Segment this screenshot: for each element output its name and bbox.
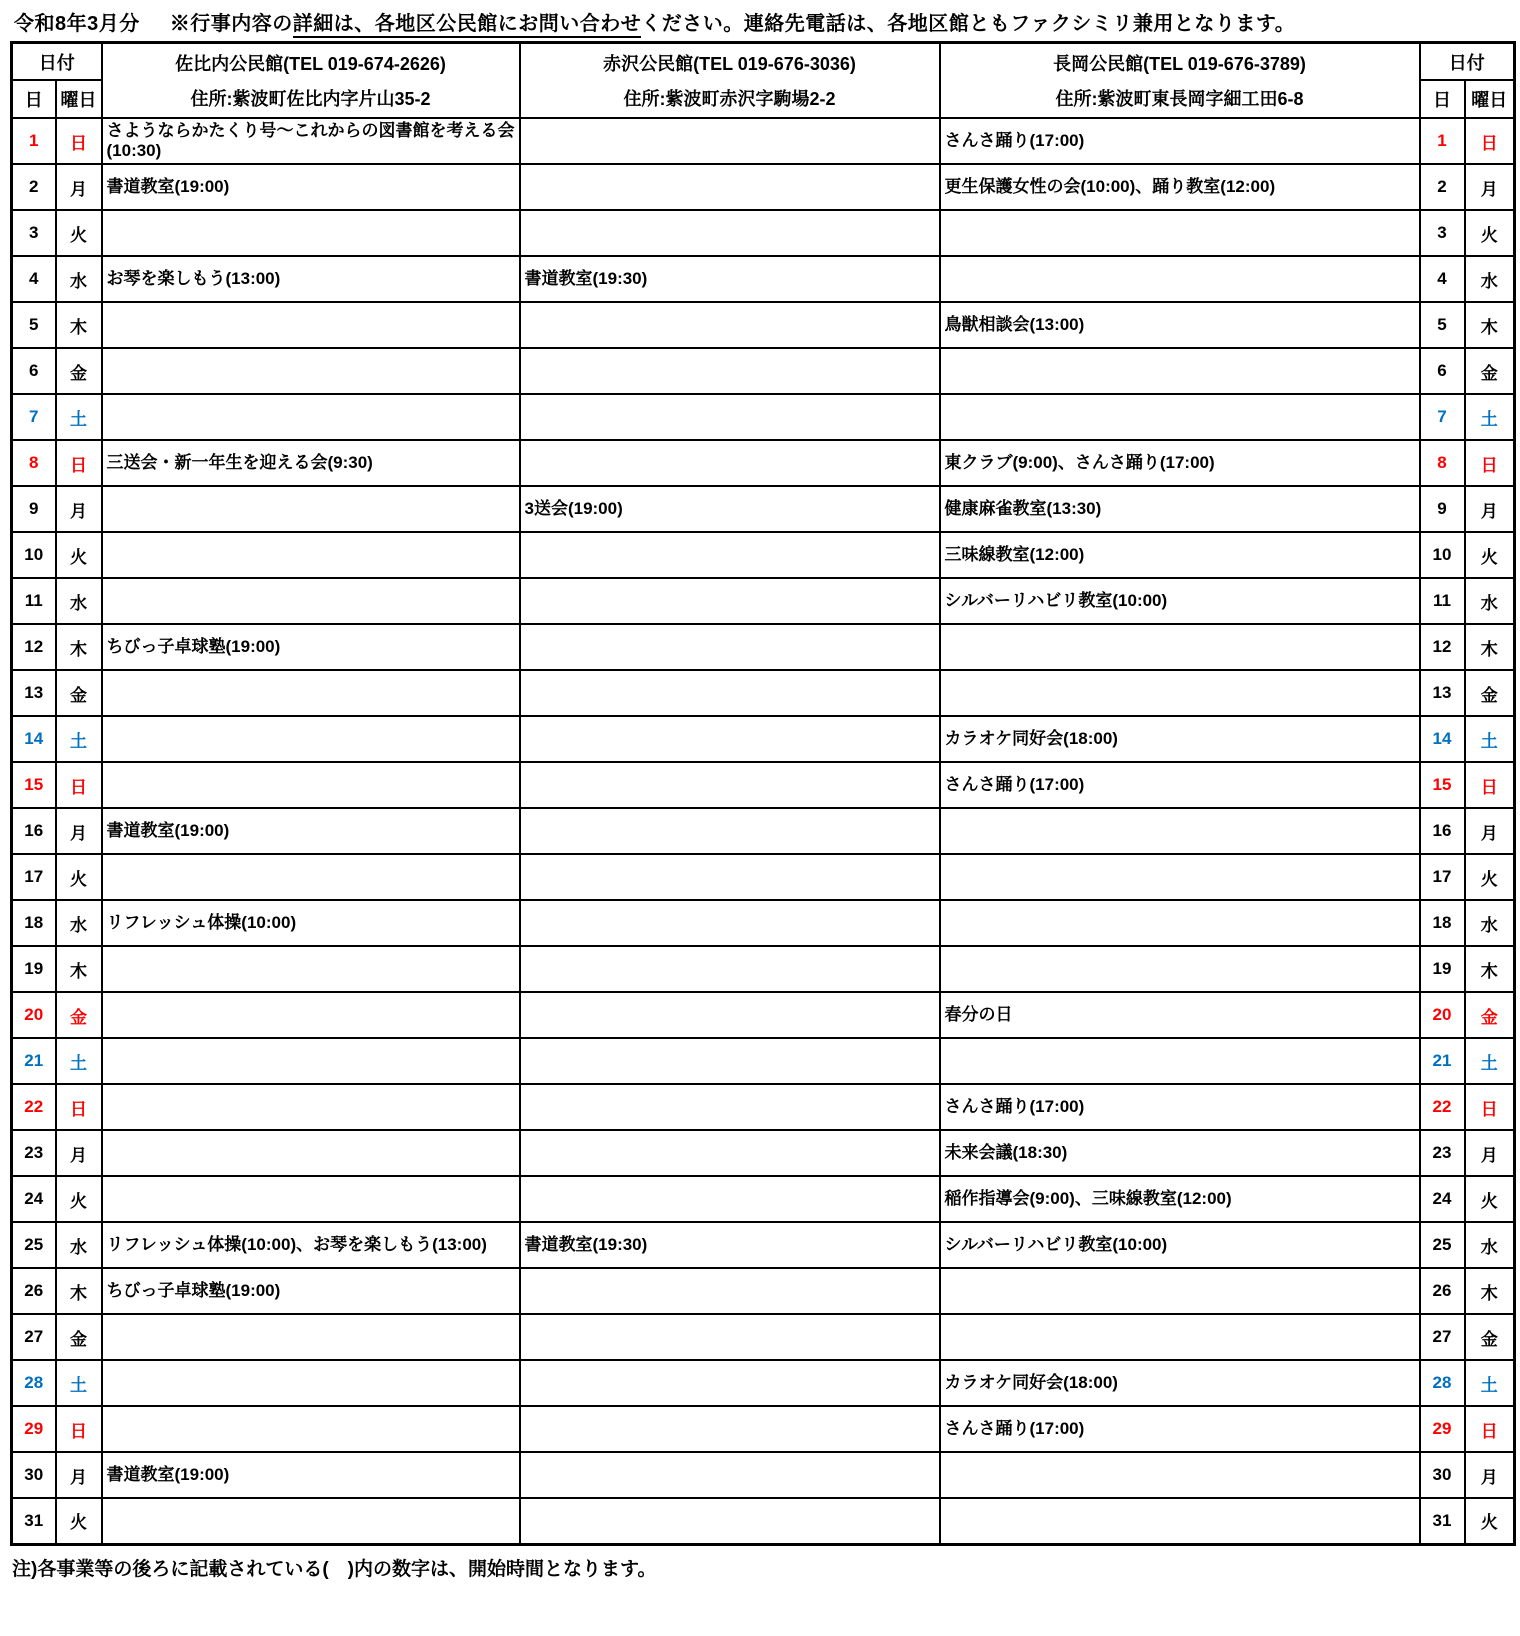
schedule-row [12, 1452, 1515, 1498]
day-cell-right: 15 [1420, 762, 1465, 808]
weekday-cell-right: 土 [1465, 1360, 1515, 1406]
event-cell-akasawa [520, 1452, 940, 1498]
schedule-row [12, 256, 1515, 302]
weekday-cell-right: 火 [1465, 532, 1515, 578]
event-cell-sabinai: さようならかたくり号～これからの図書館を考える会(10:30) [102, 118, 520, 164]
event-cell-nagaoka [940, 210, 1420, 256]
event-cell-nagaoka: 春分の日 [940, 992, 1420, 1038]
weekday-cell-right: 日 [1465, 118, 1515, 164]
event-cell-akasawa [520, 118, 940, 164]
weekday-cell-right: 日 [1465, 1084, 1515, 1130]
day-cell-right: 9 [1420, 486, 1465, 532]
weekday-cell-left: 金 [56, 1314, 102, 1360]
schedule-row [12, 762, 1515, 808]
weekday-cell-left: 火 [56, 532, 102, 578]
notice-underlined: 詳細は、各地区公民館にお問い合わせ [293, 13, 642, 38]
day-cell-left: 14 [12, 716, 56, 762]
weekday-cell-right: 水 [1465, 1222, 1515, 1268]
weekday-cell-left: 日 [56, 1084, 102, 1130]
weekday-cell-right: 日 [1465, 440, 1515, 486]
schedule-row [12, 532, 1515, 578]
event-cell-nagaoka [940, 624, 1420, 670]
day-cell-left: 29 [12, 1406, 56, 1452]
event-cell-nagaoka: さんさ踊り(17:00) [940, 762, 1420, 808]
event-cell-sabinai [102, 716, 520, 762]
event-cell-sabinai [102, 762, 520, 808]
event-cell-akasawa [520, 716, 940, 762]
event-cell-nagaoka [940, 348, 1420, 394]
day-cell-right: 18 [1420, 900, 1465, 946]
center-address-akasawa: 住所:紫波町赤沢字駒場2-2 [623, 89, 836, 109]
weekday-cell-right: 金 [1465, 348, 1515, 394]
schedule-row [12, 210, 1515, 256]
weekday-cell-left: 月 [56, 808, 102, 854]
day-cell-right: 16 [1420, 808, 1465, 854]
event-cell-sabinai [102, 210, 520, 256]
event-cell-nagaoka: 未来会議(18:30) [940, 1130, 1420, 1176]
day-cell-left: 20 [12, 992, 56, 1038]
event-cell-sabinai: 書道教室(19:00) [102, 1452, 520, 1498]
event-cell-akasawa [520, 1268, 940, 1314]
day-cell-left: 27 [12, 1314, 56, 1360]
schedule-table [10, 41, 1516, 1546]
schedule-row [12, 670, 1515, 716]
day-cell-left: 15 [12, 762, 56, 808]
event-cell-sabinai [102, 1360, 520, 1406]
weekday-cell-right: 火 [1465, 1176, 1515, 1222]
event-cell-nagaoka [940, 394, 1420, 440]
day-header-left: 日 [12, 80, 56, 118]
weekday-cell-right: 火 [1465, 1498, 1515, 1544]
event-cell-sabinai [102, 1176, 520, 1222]
event-cell-sabinai [102, 670, 520, 716]
weekday-cell-left: 土 [56, 716, 102, 762]
event-cell-nagaoka: さんさ踊り(17:00) [940, 1084, 1420, 1130]
center-name-sabinai: 佐比内公民館(TEL 019-674-2626) [175, 54, 446, 74]
schedule-row [12, 1130, 1515, 1176]
day-cell-right: 7 [1420, 394, 1465, 440]
event-cell-sabinai [102, 348, 520, 394]
weekday-cell-right: 木 [1465, 302, 1515, 348]
notice-suffix: ください。連絡先電話は、各地区館ともファクシミリ兼用となります。 [641, 13, 1296, 35]
schedule-row [12, 486, 1515, 532]
event-cell-nagaoka [940, 946, 1420, 992]
day-header-right: 日 [1420, 80, 1465, 118]
schedule-row [12, 1176, 1515, 1222]
weekday-cell-left: 水 [56, 900, 102, 946]
event-cell-sabinai [102, 1084, 520, 1130]
schedule-row [12, 1038, 1515, 1084]
day-cell-right: 20 [1420, 992, 1465, 1038]
event-cell-sabinai: 三送会・新一年生を迎える会(9:30) [102, 440, 520, 486]
day-cell-right: 12 [1420, 624, 1465, 670]
event-cell-sabinai: リフレッシュ体操(10:00) [102, 900, 520, 946]
day-cell-right: 1 [1420, 118, 1465, 164]
day-cell-left: 19 [12, 946, 56, 992]
event-cell-sabinai [102, 532, 520, 578]
weekday-cell-left: 月 [56, 1452, 102, 1498]
day-cell-right: 10 [1420, 532, 1465, 578]
schedule-body [12, 118, 1515, 1544]
day-cell-left: 9 [12, 486, 56, 532]
schedule-row [12, 992, 1515, 1038]
day-cell-left: 21 [12, 1038, 56, 1084]
event-cell-akasawa [520, 532, 940, 578]
schedule-row [12, 440, 1515, 486]
event-cell-akasawa [520, 1084, 940, 1130]
event-cell-akasawa [520, 164, 940, 210]
event-cell-akasawa [520, 670, 940, 716]
day-cell-left: 26 [12, 1268, 56, 1314]
event-cell-nagaoka: 鳥獣相談会(13:00) [940, 302, 1420, 348]
event-cell-akasawa [520, 1038, 940, 1084]
weekday-cell-right: 木 [1465, 946, 1515, 992]
day-cell-left: 17 [12, 854, 56, 900]
weekday-cell-right: 日 [1465, 762, 1515, 808]
event-cell-akasawa: 書道教室(19:30) [520, 256, 940, 302]
day-cell-right: 19 [1420, 946, 1465, 992]
event-cell-sabinai [102, 1498, 520, 1544]
event-cell-akasawa: 3送会(19:00) [520, 486, 940, 532]
date-header-left: 日付 [12, 43, 102, 81]
page-title [0, 0, 1520, 41]
event-cell-nagaoka: 三味線教室(12:00) [940, 532, 1420, 578]
schedule-row [12, 624, 1515, 670]
weekday-cell-right: 水 [1465, 578, 1515, 624]
weekday-cell-left: 水 [56, 1222, 102, 1268]
event-cell-sabinai [102, 992, 520, 1038]
day-cell-right: 11 [1420, 578, 1465, 624]
day-cell-right: 13 [1420, 670, 1465, 716]
event-cell-nagaoka: 東クラブ(9:00)、さんさ踊り(17:00) [940, 440, 1420, 486]
day-cell-right: 17 [1420, 854, 1465, 900]
weekday-cell-right: 月 [1465, 808, 1515, 854]
day-cell-left: 25 [12, 1222, 56, 1268]
event-cell-nagaoka [940, 1268, 1420, 1314]
schedule-row [12, 164, 1515, 210]
event-cell-nagaoka [940, 854, 1420, 900]
weekday-cell-right: 水 [1465, 900, 1515, 946]
schedule-row [12, 1084, 1515, 1130]
day-cell-right: 2 [1420, 164, 1465, 210]
weekday-cell-left: 金 [56, 992, 102, 1038]
event-cell-sabinai [102, 1406, 520, 1452]
event-cell-akasawa [520, 348, 940, 394]
header-row-1 [12, 43, 1515, 81]
day-cell-left: 2 [12, 164, 56, 210]
schedule-row [12, 854, 1515, 900]
event-cell-sabinai: ちびっ子卓球塾(19:00) [102, 1268, 520, 1314]
event-cell-sabinai [102, 946, 520, 992]
day-cell-right: 22 [1420, 1084, 1465, 1130]
event-cell-akasawa [520, 1498, 940, 1544]
weekday-cell-left: 月 [56, 486, 102, 532]
weekday-cell-left: 木 [56, 946, 102, 992]
event-cell-nagaoka: カラオケ同好会(18:00) [940, 1360, 1420, 1406]
schedule-row [12, 348, 1515, 394]
weekday-cell-left: 火 [56, 854, 102, 900]
day-cell-left: 11 [12, 578, 56, 624]
day-cell-right: 5 [1420, 302, 1465, 348]
weekday-header-right: 曜日 [1465, 80, 1515, 118]
month-label: 令和8年3月分 [14, 13, 140, 35]
day-cell-left: 31 [12, 1498, 56, 1544]
event-cell-sabinai [102, 302, 520, 348]
day-cell-right: 25 [1420, 1222, 1465, 1268]
day-cell-right: 27 [1420, 1314, 1465, 1360]
schedule-row [12, 1268, 1515, 1314]
event-cell-nagaoka: さんさ踊り(17:00) [940, 118, 1420, 164]
schedule-row [12, 1406, 1515, 1452]
event-cell-akasawa [520, 624, 940, 670]
schedule-row [12, 808, 1515, 854]
day-cell-left: 7 [12, 394, 56, 440]
date-header-right: 日付 [1420, 43, 1515, 81]
day-cell-right: 29 [1420, 1406, 1465, 1452]
event-cell-nagaoka [940, 670, 1420, 716]
weekday-cell-right: 金 [1465, 670, 1515, 716]
weekday-cell-right: 土 [1465, 394, 1515, 440]
schedule-row [12, 716, 1515, 762]
event-cell-nagaoka [940, 256, 1420, 302]
center-address-sabinai: 住所:紫波町佐比内字片山35-2 [190, 89, 431, 109]
weekday-cell-right: 月 [1465, 1130, 1515, 1176]
event-cell-nagaoka: シルバーリハビリ教室(10:00) [940, 578, 1420, 624]
day-cell-left: 13 [12, 670, 56, 716]
schedule-row [12, 1498, 1515, 1544]
schedule-row [12, 394, 1515, 440]
center-header-nagaoka [940, 43, 1420, 119]
weekday-cell-right: 月 [1465, 1452, 1515, 1498]
event-cell-nagaoka [940, 808, 1420, 854]
schedule-row [12, 946, 1515, 992]
event-cell-akasawa [520, 762, 940, 808]
event-cell-akasawa [520, 854, 940, 900]
day-cell-right: 31 [1420, 1498, 1465, 1544]
event-cell-nagaoka [940, 1452, 1420, 1498]
day-cell-left: 22 [12, 1084, 56, 1130]
event-cell-akasawa [520, 946, 940, 992]
event-cell-akasawa [520, 302, 940, 348]
weekday-cell-left: 土 [56, 1360, 102, 1406]
weekday-cell-left: 木 [56, 302, 102, 348]
schedule-row [12, 578, 1515, 624]
event-cell-sabinai [102, 578, 520, 624]
event-cell-sabinai [102, 486, 520, 532]
event-cell-sabinai: 書道教室(19:00) [102, 164, 520, 210]
weekday-cell-left: 日 [56, 1406, 102, 1452]
weekday-cell-left: 水 [56, 256, 102, 302]
day-cell-right: 23 [1420, 1130, 1465, 1176]
event-cell-akasawa [520, 1314, 940, 1360]
weekday-cell-right: 木 [1465, 624, 1515, 670]
event-cell-akasawa [520, 1360, 940, 1406]
event-cell-nagaoka [940, 1038, 1420, 1084]
weekday-cell-left: 火 [56, 1498, 102, 1544]
schedule-row [12, 1360, 1515, 1406]
event-cell-akasawa [520, 808, 940, 854]
weekday-cell-left: 火 [56, 1176, 102, 1222]
day-cell-left: 12 [12, 624, 56, 670]
day-cell-left: 4 [12, 256, 56, 302]
event-cell-akasawa [520, 578, 940, 624]
weekday-cell-right: 月 [1465, 486, 1515, 532]
weekday-cell-left: 火 [56, 210, 102, 256]
weekday-header-left: 曜日 [56, 80, 102, 118]
event-cell-akasawa [520, 1176, 940, 1222]
day-cell-left: 5 [12, 302, 56, 348]
center-address-nagaoka: 住所:紫波町東長岡字細工田6-8 [1055, 89, 1304, 109]
day-cell-right: 28 [1420, 1360, 1465, 1406]
weekday-cell-right: 火 [1465, 210, 1515, 256]
event-cell-akasawa: 書道教室(19:30) [520, 1222, 940, 1268]
weekday-cell-left: 日 [56, 118, 102, 164]
event-cell-sabinai: ちびっ子卓球塾(19:00) [102, 624, 520, 670]
weekday-cell-right: 火 [1465, 854, 1515, 900]
event-cell-akasawa [520, 1406, 940, 1452]
weekday-cell-left: 日 [56, 762, 102, 808]
day-cell-right: 6 [1420, 348, 1465, 394]
day-cell-right: 26 [1420, 1268, 1465, 1314]
event-cell-sabinai [102, 1130, 520, 1176]
day-cell-left: 1 [12, 118, 56, 164]
day-cell-right: 8 [1420, 440, 1465, 486]
event-cell-akasawa [520, 394, 940, 440]
center-name-nagaoka: 長岡公民館(TEL 019-676-3789) [1053, 54, 1306, 74]
weekday-cell-left: 月 [56, 164, 102, 210]
weekday-cell-left: 木 [56, 1268, 102, 1314]
event-cell-nagaoka [940, 1498, 1420, 1544]
day-cell-left: 6 [12, 348, 56, 394]
schedule-row [12, 1314, 1515, 1360]
center-header-sabinai [102, 43, 520, 119]
event-cell-nagaoka: シルバーリハビリ教室(10:00) [940, 1222, 1420, 1268]
event-cell-akasawa [520, 1130, 940, 1176]
event-cell-sabinai [102, 1314, 520, 1360]
weekday-cell-right: 日 [1465, 1406, 1515, 1452]
event-cell-nagaoka: さんさ踊り(17:00) [940, 1406, 1420, 1452]
event-cell-nagaoka: 健康麻雀教室(13:30) [940, 486, 1420, 532]
center-header-akasawa [520, 43, 940, 119]
event-cell-akasawa [520, 440, 940, 486]
event-cell-nagaoka: 稲作指導会(9:00)、三味線教室(12:00) [940, 1176, 1420, 1222]
weekday-cell-left: 土 [56, 394, 102, 440]
event-cell-nagaoka [940, 1314, 1420, 1360]
notice-prefix: ※行事内容の [169, 13, 293, 35]
footer-note: 注)各事業等の後ろに記載されている( )内の数字は、開始時間となります。 [12, 1558, 657, 1580]
day-cell-left: 18 [12, 900, 56, 946]
weekday-cell-left: 土 [56, 1038, 102, 1084]
day-cell-left: 28 [12, 1360, 56, 1406]
event-cell-sabinai: リフレッシュ体操(10:00)、お琴を楽しもう(13:00) [102, 1222, 520, 1268]
event-cell-sabinai [102, 394, 520, 440]
weekday-cell-right: 木 [1465, 1268, 1515, 1314]
day-cell-left: 16 [12, 808, 56, 854]
weekday-cell-left: 金 [56, 670, 102, 716]
weekday-cell-right: 金 [1465, 1314, 1515, 1360]
day-cell-left: 24 [12, 1176, 56, 1222]
day-cell-right: 3 [1420, 210, 1465, 256]
day-cell-right: 30 [1420, 1452, 1465, 1498]
weekday-cell-left: 月 [56, 1130, 102, 1176]
event-cell-sabinai: お琴を楽しもう(13:00) [102, 256, 520, 302]
day-cell-left: 23 [12, 1130, 56, 1176]
event-cell-sabinai [102, 1038, 520, 1084]
day-cell-right: 21 [1420, 1038, 1465, 1084]
weekday-cell-left: 金 [56, 348, 102, 394]
day-cell-left: 30 [12, 1452, 56, 1498]
weekday-cell-right: 水 [1465, 256, 1515, 302]
event-cell-nagaoka [940, 900, 1420, 946]
weekday-cell-left: 日 [56, 440, 102, 486]
event-cell-sabinai: 書道教室(19:00) [102, 808, 520, 854]
schedule-row [12, 1222, 1515, 1268]
center-name-akasawa: 赤沢公民館(TEL 019-676-3036) [603, 54, 856, 74]
weekday-cell-right: 月 [1465, 164, 1515, 210]
schedule-row [12, 118, 1515, 164]
event-cell-nagaoka: カラオケ同好会(18:00) [940, 716, 1420, 762]
day-cell-left: 8 [12, 440, 56, 486]
day-cell-right: 14 [1420, 716, 1465, 762]
schedule-row [12, 302, 1515, 348]
event-cell-sabinai [102, 854, 520, 900]
event-cell-akasawa [520, 210, 940, 256]
weekday-cell-right: 土 [1465, 716, 1515, 762]
day-cell-left: 10 [12, 532, 56, 578]
weekday-cell-right: 土 [1465, 1038, 1515, 1084]
event-cell-akasawa [520, 992, 940, 1038]
event-cell-akasawa [520, 900, 940, 946]
day-cell-right: 24 [1420, 1176, 1465, 1222]
day-cell-left: 3 [12, 210, 56, 256]
event-cell-nagaoka: 更生保護女性の会(10:00)、踊り教室(12:00) [940, 164, 1420, 210]
weekday-cell-left: 水 [56, 578, 102, 624]
schedule-row [12, 900, 1515, 946]
weekday-cell-left: 木 [56, 624, 102, 670]
weekday-cell-right: 金 [1465, 992, 1515, 1038]
day-cell-right: 4 [1420, 256, 1465, 302]
